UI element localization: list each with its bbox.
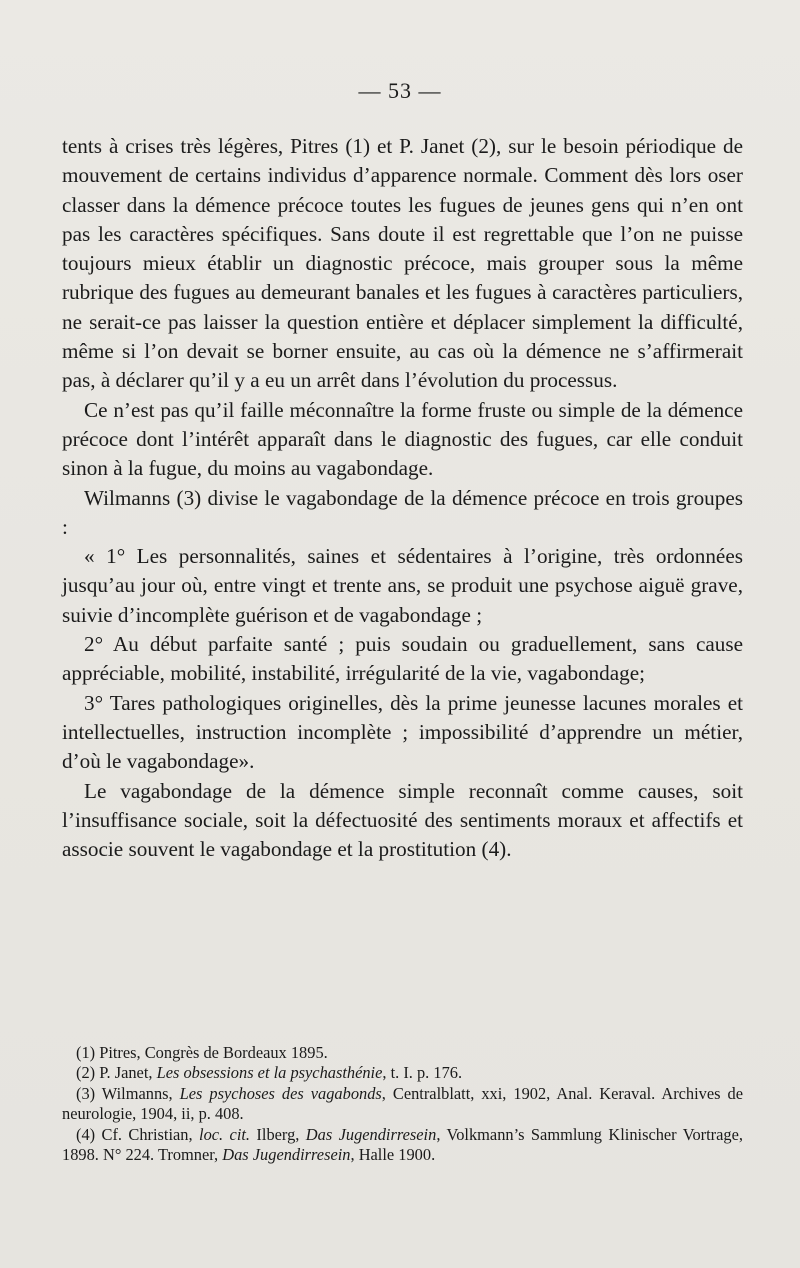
footnote-2-ref: , t. I. p. 176. <box>382 1063 463 1083</box>
footnote-4-title-2: Das Jugendirresein <box>222 1145 351 1165</box>
footnote-2 <box>62 1063 743 1083</box>
footnote-2-title: Les obsessions et la psychasthénie <box>156 1063 383 1083</box>
page-number: — 53 — <box>358 78 442 103</box>
footnote-4-text-d: , Halle 1900. <box>350 1145 436 1165</box>
footnote-4 <box>62 1125 743 1166</box>
paragraph-4: « 1° Les personnalités, saines et sédentaires à l’origine, très ordonnées jusqu’au jour où, entre vingt et trente ans, se produit une psychose aiguë grave, suivie d’incomplète guérison et de vagabondage ; <box>62 544 743 627</box>
footnote-4-text: (4) Cf. Christian, <box>76 1124 200 1144</box>
main-text <box>62 132 743 864</box>
paragraph-7: Le vagabondage de la démence simple reconnaît comme causes, soit l’insuffisance sociale, soit la défectuosité des sentiments moraux et affectifs et associe souvent le vagabondage et la prostitution (4). <box>62 778 743 862</box>
footnote-3-ref: , Centralblatt, xxi, 1902, Anal. Keraval. Archives de neurologie, 1904, ii, p. 408. <box>62 1083 743 1124</box>
footnote-3-text: (3) Wilmanns, <box>76 1083 180 1103</box>
footnote-2-text: (2) P. Janet, <box>76 1063 157 1083</box>
footnote-4-loc: loc. cit. <box>199 1124 251 1144</box>
footnote-4-title-1: Das Jugendirresein <box>305 1124 437 1144</box>
footnotes <box>62 1043 743 1165</box>
paragraph-3: Wilmanns (3) divise le vagabondage de la démence précoce en trois groupes : <box>62 485 743 539</box>
paragraph-1: tents à crises très légères, Pitres (1) et P. Janet (2), sur le besoin périodique de mouvement de certains individus d’apparence normale. Comment dès lors oser classer dans la démence précoce toutes les fugues de jeunes gens qui n’en ont pas les caractères spécifiques. Sans doute il est regrettable que l’on ne puisse toujours mieux établir un diagnostic précoce, mais grouper sous la même rubrique des fugues au demeurant banales et les fugues à caractères particuliers, ne serait-ce pas laisser la question entière et déplacer simplement la difficulté, même si l’on devait se borner ensuite, au cas où la démence ne s’affirmerait pas, à déclarer qu’il y a eu un arrêt dans l’évolution du processus. <box>62 134 743 393</box>
paragraph-5: 2° Au début parfaite santé ; puis soudain ou graduellement, sans cause appréciable, mobilité, instabilité, irrégularité de la vie, vagabondage; <box>62 632 743 686</box>
footnote-1: (1) Pitres, Congrès de Bordeaux 1895. <box>76 1043 328 1062</box>
paragraph-6: 3° Tares pathologiques originelles, dès la prime jeunesse lacunes morales et intellectuelles, instruction incomplète ; impossibilité d’apprendre un métier, d’où le vagabondage». <box>62 690 743 774</box>
footnote-3 <box>62 1084 743 1125</box>
paragraph-2: Ce n’est pas qu’il faille méconnaître la forme fruste ou simple de la démence précoce dont l’intérêt apparaît dans le diagnostic des fugues, car elle conduit sinon à la fugue, du moins au vagabondage. <box>62 397 743 481</box>
footnote-3-title: Les psychoses des vagabonds <box>179 1083 382 1103</box>
footnote-4-text-c: , Volkmann’s Sammlung Klinischer Vortrage, 1898. N° 224. Tromner, <box>62 1124 743 1165</box>
footnote-4-text-b: Ilberg, <box>250 1124 306 1144</box>
